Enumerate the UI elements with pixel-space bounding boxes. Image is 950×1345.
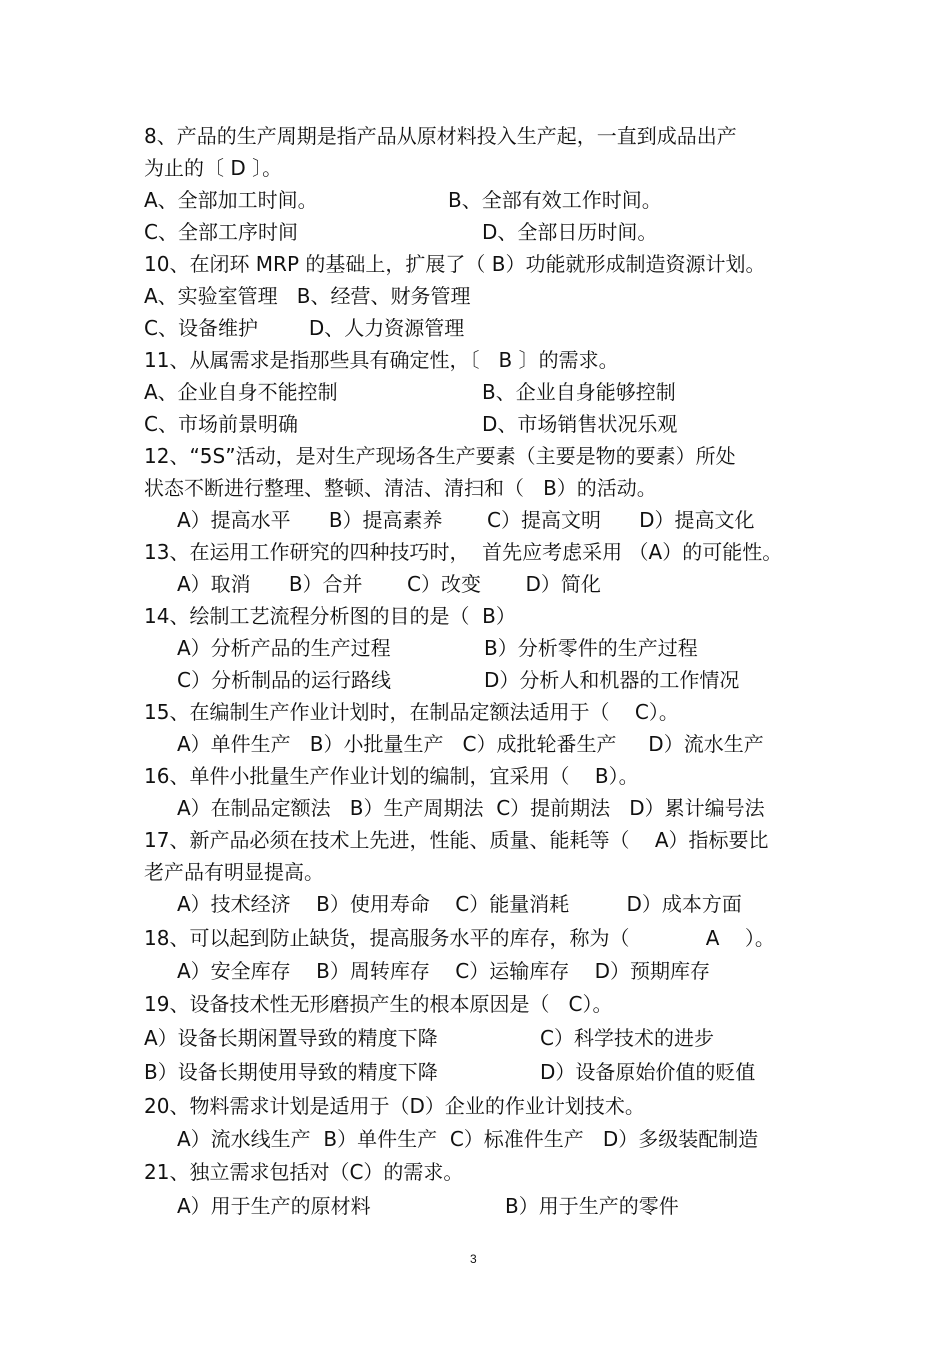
q8-option-c: C、全部工序时间 xyxy=(144,220,298,244)
q11-line: 11、从属需求是指那些具有确定性，〔 B 〕的需求。 xyxy=(144,348,619,372)
q14-option-d: D）分析人和机器的工作情况 xyxy=(484,668,740,692)
q10-options-cd: C、设备维护 D、人力资源管理 xyxy=(144,316,465,340)
q18-line: 18、可以起到防止缺货，提高服务水平的库存，称为（ A ）。 xyxy=(144,926,775,950)
q19-option-c: C）科学技术的进步 xyxy=(540,1026,714,1050)
q8-option-b: B、全部有效工作时间。 xyxy=(448,188,662,212)
q11-option-a: A、企业自身不能控制 xyxy=(144,380,338,404)
q11-option-d: D、市场销售状况乐观 xyxy=(482,412,678,436)
q13-options: A）取消 B）合并 C）改变 D）简化 xyxy=(177,572,601,596)
q16-options: A）在制品定额法 B）生产周期法 C）提前期法 D）累计编号法 xyxy=(177,796,765,820)
q18-options: A）安全库存 B）周转库存 C）运输库存 D）预期库存 xyxy=(177,959,711,983)
q11-option-c: C、市场前景明确 xyxy=(144,412,298,436)
q17-line2: 老产品有明显提高。 xyxy=(144,860,324,884)
q10-line: 10、在闭环 MRP 的基础上，扩展了（ B）功能就形成制造资源计划。 xyxy=(144,252,766,276)
q11-option-b: B、企业自身能够控制 xyxy=(482,380,676,404)
q21-option-a: A）用于生产的原材料 xyxy=(177,1194,371,1218)
q21-line: 21、独立需求包括对（C）的需求。 xyxy=(144,1160,464,1184)
q19-option-b: B）设备长期使用导致的精度下降 xyxy=(144,1060,438,1084)
q12-options: A）提高水平 B）提高素养 C）提高文明 D）提高文化 xyxy=(177,508,755,532)
q8-option-d: D、全部日历时间。 xyxy=(482,220,658,244)
q21-option-b: B）用于生产的零件 xyxy=(505,1194,679,1218)
page-number: 3 xyxy=(470,1252,477,1266)
q13-line: 13、在运用工作研究的四种技巧时， 首先应考虑采用 （A）的可能性。 xyxy=(144,540,783,564)
q8-line1: 8、产品的生产周期是指产品从原材料投入生产起，一直到成品出产 xyxy=(144,124,737,148)
q20-line: 20、物料需求计划是适用于（D）企业的作业计划技术。 xyxy=(144,1094,645,1118)
q8-line2: 为止的〔 D 〕。 xyxy=(144,156,283,180)
q15-options: A）单件生产 B）小批量生产 C）成批轮番生产 D）流水生产 xyxy=(177,732,764,756)
q16-line: 16、单件小批量生产作业计划的编制，宜采用（ B）。 xyxy=(144,764,639,788)
q14-line: 14、绘制工艺流程分析图的目的是（ B） xyxy=(144,604,516,628)
q17-line1: 17、新产品必须在技术上先进，性能、质量、能耗等（ A）指标要比 xyxy=(144,828,769,852)
q19-line: 19、设备技术性无形磨损产生的根本原因是（ C）。 xyxy=(144,992,613,1016)
q20-options: A）流水线生产 B）单件生产 C）标准件生产 D）多级装配制造 xyxy=(177,1127,759,1151)
q12-line1: 12、“5S”活动，是对生产现场各生产要素（主要是物的要素）所处 xyxy=(144,444,736,468)
q14-option-c: C）分析制品的运行路线 xyxy=(177,668,391,692)
q8-option-a: A、全部加工时间。 xyxy=(144,188,318,212)
q12-line2: 状态不断进行整理、整顿、清洁、清扫和（ B）的活动。 xyxy=(144,476,657,500)
q10-options-ab: A、实验室管理 B、经营、财务管理 xyxy=(144,284,471,308)
q19-option-d: D）设备原始价值的贬值 xyxy=(540,1060,756,1084)
q14-option-a: A）分析产品的生产过程 xyxy=(177,636,391,660)
q15-line: 15、在编制生产作业计划时，在制品定额法适用于（ C）。 xyxy=(144,700,679,724)
q17-options: A）技术经济 B）使用寿命 C）能量消耗 D）成本方面 xyxy=(177,892,742,916)
q14-option-b: B）分析零件的生产过程 xyxy=(484,636,698,660)
q19-option-a: A）设备长期闲置导致的精度下降 xyxy=(144,1026,438,1050)
